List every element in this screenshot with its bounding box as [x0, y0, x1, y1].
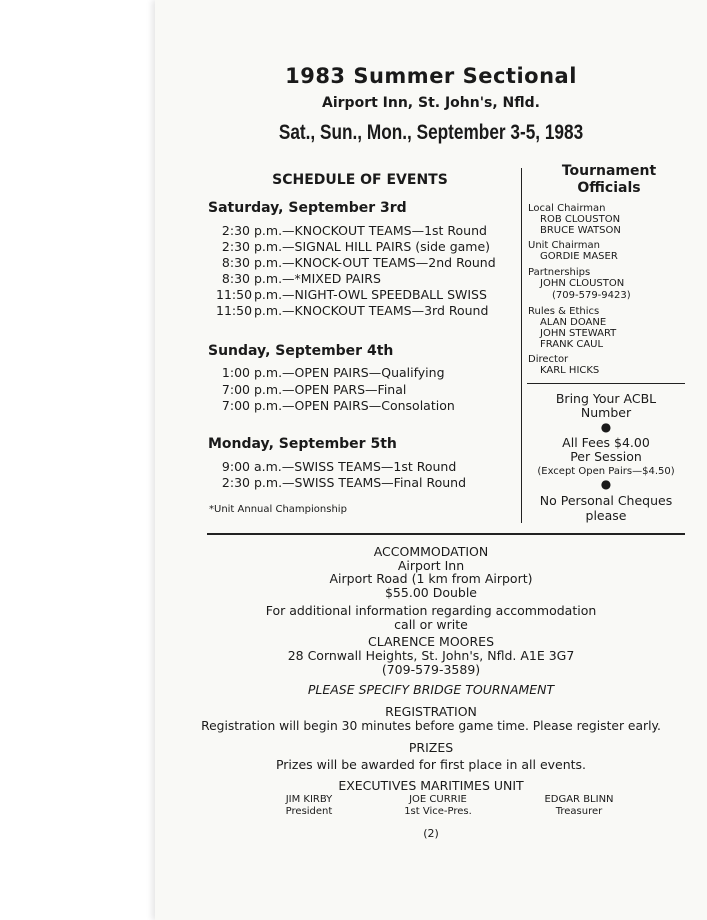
schedule-event: 2:30 p.m.—KNOCKOUT TEAMS—1st Round [221, 223, 487, 238]
official-phone: (709-579-9423) [552, 290, 631, 301]
schedule-event: 7:00 p.m.—OPEN PARS—Final [221, 382, 407, 397]
official-name: JOHN CLOUSTON [540, 278, 625, 289]
contact-address: 28 Cornwall Heights, St. John's, Nfld. A1E 3G7 [287, 648, 575, 663]
contact-name: CLARENCE MOORES [367, 634, 495, 649]
executive-title: 1st Vice-Pres. [404, 806, 472, 817]
executive-name: EDGAR BLINN [544, 794, 614, 805]
schedule-event: 9:00 a.m.—SWISS TEAMS—1st Round [221, 459, 457, 474]
official-role: Rules & Ethics [528, 306, 600, 317]
fees-notice: Per Session [570, 449, 642, 464]
official-name: KARL HICKS [540, 365, 600, 376]
acbl-notice: Number [580, 405, 632, 420]
schedule-event: 7:00 p.m.—OPEN PAIRS—Consolation [221, 398, 455, 413]
fees-exception: (Except Open Pairs—$4.50) [537, 466, 675, 477]
cheques-notice: please [585, 508, 627, 523]
accommodation-line: Airport Road (1 km from Airport) [329, 571, 533, 586]
event-dates: Sat., Sun., Mon., September 3-5, 1983 [278, 121, 584, 144]
fees-notice: All Fees $4.00 [562, 435, 650, 450]
officials-divider [527, 383, 685, 384]
executives-heading: EXECUTIVES MARITIMES UNIT [338, 778, 524, 793]
program-page [155, 0, 707, 920]
official-name: ALAN DOANE [540, 317, 607, 328]
schedule-heading: SCHEDULE OF EVENTS [272, 172, 448, 188]
executive-name: JIM KIRBY [285, 794, 333, 805]
prizes-text: Prizes will be awarded for first place in all events. [275, 757, 587, 772]
schedule-event: 8:30 p.m.—*MIXED PAIRS [221, 271, 381, 286]
page-title: 1983 Summer Sectional [285, 64, 577, 88]
schedule-event: 2:30 p.m.—SIGNAL HILL PAIRS (side game) [221, 239, 491, 254]
accommodation-info: For additional information regarding accommodation [265, 603, 597, 618]
schedule-event: 1:00 p.m.—OPEN PAIRS—Qualifying [221, 365, 445, 380]
executive-name: JOE CURRIE [409, 794, 467, 805]
official-name: GORDIE MASER [540, 251, 618, 262]
accommodation-line: Airport Inn [397, 558, 465, 573]
page-number: (2) [423, 827, 439, 840]
official-role: Director [528, 354, 569, 365]
bullet-icon: ● [600, 420, 612, 434]
official-name: BRUCE WATSON [540, 225, 621, 236]
accommodation-line: $55.00 Double [384, 585, 477, 600]
schedule-event: 11:50 p.m.—KNOCKOUT TEAMS—3rd Round [216, 303, 489, 318]
cheques-notice: No Personal Cheques [539, 493, 673, 508]
executive-title: Treasurer [555, 806, 603, 817]
day-heading-monday: Monday, September 5th [208, 436, 397, 452]
accommodation-info: call or write [394, 617, 468, 632]
section-divider [207, 533, 685, 535]
registration-text: Registration will begin 30 minutes before game time. Please register early. [201, 719, 661, 733]
official-name: FRANK CAUL [540, 339, 604, 350]
prizes-heading: PRIZES [408, 740, 454, 755]
officials-heading: Tournament Officials [561, 163, 657, 196]
registration-heading: REGISTRATION [385, 704, 477, 719]
schedule-event: 11:50 p.m.—NIGHT-OWL SPEEDBALL SWISS [216, 287, 487, 302]
bullet-icon: ● [600, 477, 612, 491]
venue-subtitle: Airport Inn, St. John's, Nfld. [322, 95, 540, 111]
official-role: Local Chairman [528, 203, 606, 214]
footnote: *Unit Annual Championship [209, 504, 347, 515]
official-role: Partnerships [528, 267, 591, 278]
official-name: ROB CLOUSTON [540, 214, 621, 225]
day-heading-saturday: Saturday, September 3rd [208, 200, 407, 216]
schedule-event: 8:30 p.m.—KNOCK-OUT TEAMS—2nd Round [221, 255, 496, 270]
contact-phone: (709-579-3589) [381, 662, 481, 677]
official-role: Unit Chairman [528, 240, 600, 251]
official-name: JOHN STEWART [540, 328, 617, 339]
day-heading-sunday: Sunday, September 4th [208, 343, 394, 359]
column-divider [521, 168, 522, 523]
specify-note: PLEASE SPECIFY BRIDGE TOURNAMENT [307, 682, 555, 697]
accommodation-heading: ACCOMMODATION [373, 544, 489, 559]
executive-title: President [285, 806, 333, 817]
acbl-notice: Bring Your ACBL [555, 391, 657, 406]
schedule-event: 2:30 p.m.—SWISS TEAMS—Final Round [221, 475, 467, 490]
